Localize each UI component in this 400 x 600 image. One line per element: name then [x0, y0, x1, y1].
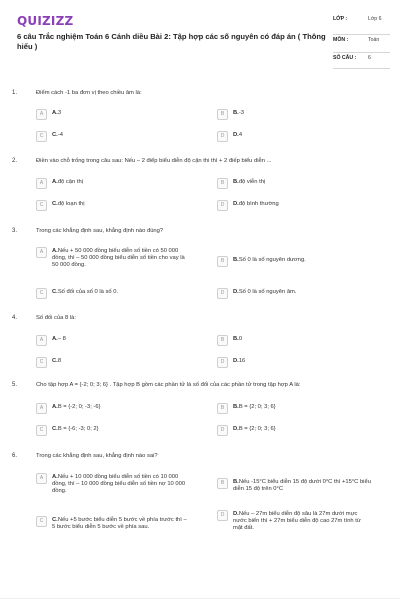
quizizz-logo: QUIZIZZ	[17, 14, 74, 28]
option-box: B	[217, 335, 228, 346]
option-c[interactable]	[36, 426, 190, 436]
option-letter: B.	[233, 479, 239, 485]
option-d[interactable]	[217, 289, 371, 299]
option-text: 8	[57, 358, 62, 364]
option-b[interactable]	[217, 404, 371, 414]
meta-row-grade	[333, 14, 390, 35]
option-a[interactable]	[36, 336, 190, 346]
option-letter: A.	[52, 404, 58, 410]
option-text: 16	[238, 358, 246, 364]
option-letter: D.	[233, 511, 239, 517]
option-letter: B.	[233, 110, 239, 116]
option-text: -3	[238, 110, 244, 116]
option-box: D	[217, 357, 228, 368]
meta-value: 6	[368, 55, 371, 61]
meta-row-subject	[333, 35, 390, 53]
meta-value: Lớp 6	[368, 16, 382, 22]
meta-key: LỚP :	[333, 16, 348, 22]
meta-row-count	[333, 53, 390, 69]
question-text: Điểm cách -1 ba đơn vị theo chiều âm là:	[36, 90, 142, 96]
question-number: 4.	[12, 315, 18, 321]
option-text: 3	[57, 110, 62, 116]
option-text: B = {-6; -3; 0; 2}	[57, 426, 99, 432]
question-number: 3.	[12, 228, 18, 234]
option-letter: D.	[233, 358, 239, 364]
meta-key: MÔN :	[333, 37, 349, 43]
question-text: Số đối của 8 là:	[36, 315, 76, 321]
option-box: A	[36, 335, 47, 346]
option-box: C	[36, 516, 47, 527]
option-box: B	[217, 403, 228, 414]
option-letter: C.	[52, 426, 58, 432]
option-box: D	[217, 288, 228, 299]
option-d[interactable]	[217, 511, 371, 533]
option-box: D	[217, 425, 228, 436]
question-number: 6.	[12, 453, 18, 459]
option-box: A	[36, 178, 47, 189]
option-a[interactable]	[36, 179, 190, 189]
option-text: B = {-2; 0; -3; -6}	[57, 404, 101, 410]
option-letter: C.	[52, 289, 58, 295]
option-letter: B.	[233, 404, 239, 410]
question-text: Trong các khẳng định sau, khẳng định nào sai?	[36, 453, 158, 459]
option-letter: A.	[52, 248, 58, 254]
option-box: B	[217, 109, 228, 120]
meta-value: Toán	[368, 37, 380, 43]
option-text: độ bình thường	[238, 201, 279, 207]
option-letter: D.	[233, 426, 239, 432]
option-box: B	[217, 478, 228, 489]
option-box: D	[217, 131, 228, 142]
option-a[interactable]	[36, 248, 190, 270]
option-letter: D.	[233, 201, 239, 207]
option-text: Số đối của số 0 là số 0.	[57, 289, 119, 295]
option-text: – 8	[57, 336, 66, 342]
option-letter: C.	[52, 132, 58, 138]
option-box: B	[217, 178, 228, 189]
question-number: 1.	[12, 90, 18, 96]
option-letter: B.	[233, 336, 239, 342]
option-letter: D.	[233, 132, 239, 138]
question-text: Điền vào chỗ trống trong câu sau: Nếu – 2 điểp biểu diễn độ cận thi thì + 2 điếp biểu diễn ...	[36, 158, 272, 164]
option-text: 4	[238, 132, 243, 138]
option-letter: D.	[233, 289, 239, 295]
option-letter: B.	[233, 257, 239, 263]
option-text: Nếu +5 bước biểu diễn 5 bước về phía trước thì – 5 bước biểu diễn 5 bước về phía sau.	[52, 517, 187, 531]
question-number: 5.	[12, 382, 18, 388]
option-b[interactable]	[217, 179, 371, 189]
option-d[interactable]	[217, 358, 371, 368]
option-letter: A.	[52, 110, 58, 116]
option-d[interactable]	[217, 426, 371, 436]
question-text: Trong các khẳng định sau, khẳng định nào đúng?	[36, 228, 164, 234]
option-c[interactable]	[36, 201, 190, 211]
option-box: C	[36, 357, 47, 368]
option-c[interactable]	[36, 517, 190, 531]
option-box: A	[36, 403, 47, 414]
option-text: Số 0 là số nguyên dương.	[238, 257, 306, 263]
option-box: A	[36, 473, 47, 484]
option-box: C	[36, 131, 47, 142]
option-b[interactable]	[217, 336, 371, 346]
option-text: Số 0 là số nguyên âm.	[238, 289, 297, 295]
option-b[interactable]	[217, 257, 371, 267]
option-text: Nếu + 50 000 đồng biểu diễn số tiền có 50 000 đồng, thì – 50 000 đồng biểu diễn số tiền cho vay là 50 000 đồng.	[52, 248, 185, 269]
option-letter: A.	[52, 474, 58, 480]
option-a[interactable]	[36, 474, 190, 496]
option-box: A	[36, 247, 47, 258]
option-b[interactable]	[217, 110, 371, 120]
option-text: B = {2; 0; 3; 6}	[238, 404, 276, 410]
option-d[interactable]	[217, 132, 371, 142]
option-letter: C.	[52, 201, 58, 207]
option-box: A	[36, 109, 47, 120]
worksheet-title: 6 câu Trắc nghiệm Toán 6 Cánh diều Bài 2: Tập hợp các số nguyên có đáp án ( Thông hiểu )	[17, 32, 326, 51]
option-text: Nếu – 27m biểu diễn độ sâu là 27m dưới mực nước biển thì + 27m biểu diễn độ cao 27m tính từ mặt đất.	[233, 511, 361, 532]
option-box: D	[217, 510, 228, 521]
option-c[interactable]	[36, 132, 190, 142]
option-b[interactable]	[217, 479, 371, 493]
option-c[interactable]	[36, 289, 190, 299]
option-letter: B.	[233, 179, 239, 185]
option-letter: A.	[52, 179, 58, 185]
option-text: độ viễn thị	[238, 179, 266, 185]
option-box: C	[36, 425, 47, 436]
option-text: Nếu -15°C biểu diễn 15 độ dưới 0°C thì +15°C biểu diễn 15 độ trên 0°C	[233, 479, 371, 493]
option-box: B	[217, 256, 228, 267]
option-c[interactable]	[36, 358, 190, 368]
option-a[interactable]	[36, 110, 190, 120]
page-bottom-rule	[0, 598, 400, 599]
option-letter: C.	[52, 358, 58, 364]
option-box: D	[217, 200, 228, 211]
option-text: B = {2; 0; 3; 6}	[238, 426, 276, 432]
option-d[interactable]	[217, 201, 371, 211]
option-letter: A.	[52, 336, 58, 342]
option-box: C	[36, 200, 47, 211]
question-text: Cho tập hợp A = {-2; 0; 3; 6} . Tập hợp B gồm các phần tử là số đối của các phần tử trong tập hợp A là:	[36, 382, 301, 388]
option-text: -4	[57, 132, 63, 138]
option-a[interactable]	[36, 404, 190, 414]
option-text: Nếu + 10 000 đồng biểu diễn số tiền có 10 000 đồng, thì – 10 000 đồng biểu diễn số tiền nợ 10 000 đồng.	[52, 474, 186, 495]
option-box: C	[36, 288, 47, 299]
option-letter: C.	[52, 517, 58, 523]
option-text: 0	[238, 336, 243, 342]
question-number: 2.	[12, 158, 18, 164]
option-text: độ cận thị	[57, 179, 83, 185]
option-text: độ loạn thị	[57, 201, 85, 207]
meta-table	[333, 14, 390, 69]
meta-key: SỐ CÂU :	[333, 55, 357, 61]
